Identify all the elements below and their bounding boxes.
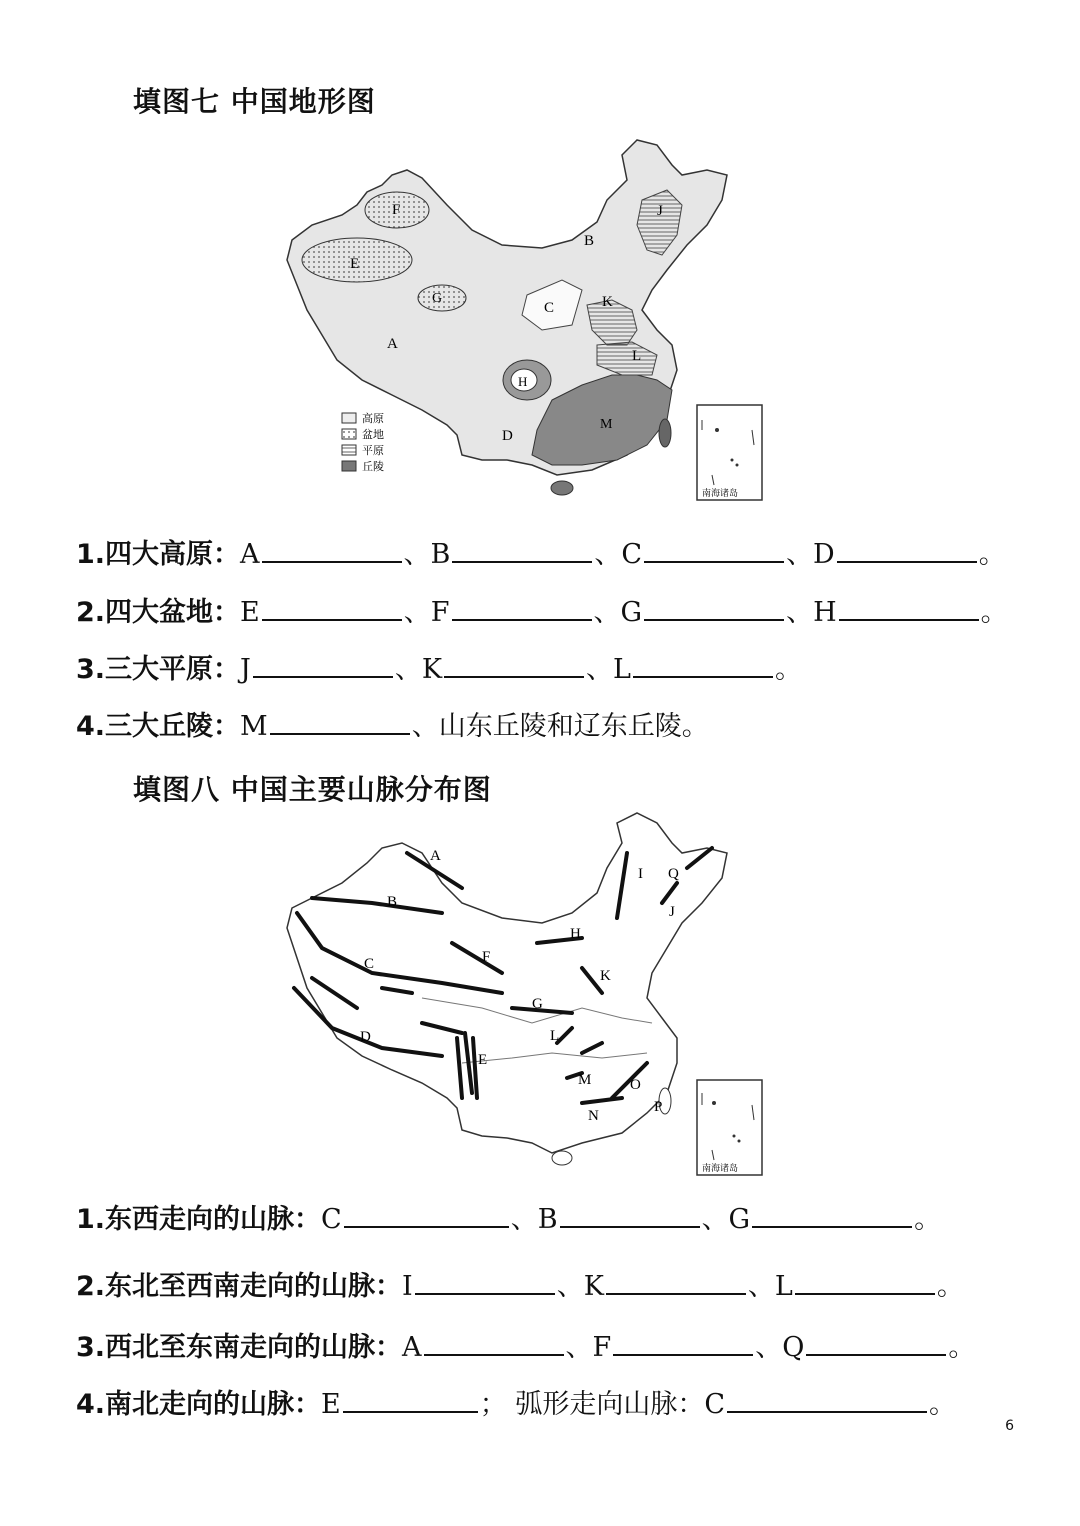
legend-plain: 平原 (362, 445, 384, 457)
question-2-3: 3.西北至东南走向的山脉：A 、F 、Q 。 (76, 1325, 975, 1364)
answer-blank[interactable] (452, 535, 592, 563)
svg-text:E: E (478, 1052, 488, 1068)
question-2-2: 2.东北至西南走向的山脉：I 、K 、L 。 (76, 1264, 964, 1303)
svg-text:I: I (638, 866, 643, 882)
answer-blank[interactable] (344, 1200, 509, 1228)
question-1-2: 2.四大盆地：E 、F 、G 、H 。 (76, 590, 1008, 629)
svg-text:K: K (600, 968, 611, 984)
south-china-sea-inset (697, 405, 762, 500)
svg-text:D: D (502, 428, 513, 444)
section2-title: 填图八 中国主要山脉分布图 (133, 773, 492, 806)
question-1-1: 1.四大高原：A 、B 、C 、D 。 (76, 532, 1006, 571)
answer-blank[interactable] (613, 1328, 753, 1356)
svg-text:L: L (550, 1028, 560, 1044)
answer-blank[interactable] (633, 650, 773, 678)
svg-text:J: J (657, 203, 663, 219)
svg-text:N: N (588, 1108, 599, 1124)
svg-text:J: J (669, 904, 675, 920)
answer-blank[interactable] (253, 650, 393, 678)
svg-text:B: B (584, 233, 595, 249)
inset-label-1: 南海诸岛 (702, 488, 739, 498)
answer-blank[interactable] (644, 535, 784, 563)
svg-text:H: H (570, 926, 581, 942)
svg-text:Q: Q (668, 866, 679, 882)
svg-text:M: M (600, 417, 613, 432)
answer-blank[interactable] (752, 1200, 912, 1228)
answer-blank[interactable] (806, 1328, 946, 1356)
svg-text:M: M (578, 1072, 592, 1088)
answer-blank[interactable] (727, 1385, 927, 1413)
svg-text:F: F (482, 949, 491, 965)
answer-blank[interactable] (424, 1328, 564, 1356)
section1-title: 填图七 中国地形图 (133, 85, 376, 118)
svg-text:F: F (392, 202, 401, 218)
svg-text:K: K (602, 294, 613, 310)
question-1-4: 4.三大丘陵：M 、山东丘陵和辽东丘陵。 (76, 704, 709, 743)
svg-text:L: L (632, 348, 642, 364)
answer-blank[interactable] (270, 707, 410, 735)
svg-text:C: C (364, 956, 375, 972)
taiwan (659, 419, 671, 447)
inset-label-2: 南海诸岛 (702, 1163, 739, 1173)
question-2-1: 1.东西走向的山脉：C 、B 、G 。 (76, 1197, 941, 1236)
svg-text:D: D (360, 1029, 371, 1045)
south-china-sea-inset (697, 1080, 762, 1175)
legend-hills: 丘陵 (362, 461, 384, 473)
svg-text:A: A (430, 848, 441, 864)
answer-blank[interactable] (415, 1267, 555, 1295)
svg-text:P: P (654, 1099, 663, 1115)
svg-text:H: H (518, 374, 528, 389)
answer-blank[interactable] (262, 593, 402, 621)
svg-text:G: G (532, 996, 543, 1012)
answer-blank[interactable] (444, 650, 584, 678)
page-number: 6 (1005, 1418, 1014, 1434)
svg-text:G: G (432, 291, 443, 306)
mountain-map (282, 808, 772, 1183)
answer-blank[interactable] (644, 593, 784, 621)
terrain-map (282, 130, 772, 505)
answer-blank[interactable] (837, 535, 977, 563)
answer-blank[interactable] (452, 593, 592, 621)
legend-basin: 盆地 (362, 429, 384, 441)
svg-text:A: A (387, 336, 398, 352)
svg-text:C: C (544, 300, 555, 316)
question-1-3: 3.三大平原：J 、K 、L 。 (76, 647, 802, 686)
answer-blank[interactable] (839, 593, 979, 621)
legend-plateau: 高原 (362, 413, 384, 425)
map-legend (342, 411, 384, 473)
answer-blank[interactable] (560, 1200, 700, 1228)
answer-blank[interactable] (795, 1267, 935, 1295)
svg-text:E: E (350, 256, 360, 272)
question-2-4: 4.南北走向的山脉：E ； 弧形走向山脉：C 。 (76, 1382, 956, 1421)
svg-text:B: B (387, 894, 398, 910)
svg-text:O: O (630, 1077, 641, 1093)
answer-blank[interactable] (343, 1385, 478, 1413)
answer-blank[interactable] (606, 1267, 746, 1295)
hainan (551, 481, 573, 495)
answer-blank[interactable] (262, 535, 402, 563)
